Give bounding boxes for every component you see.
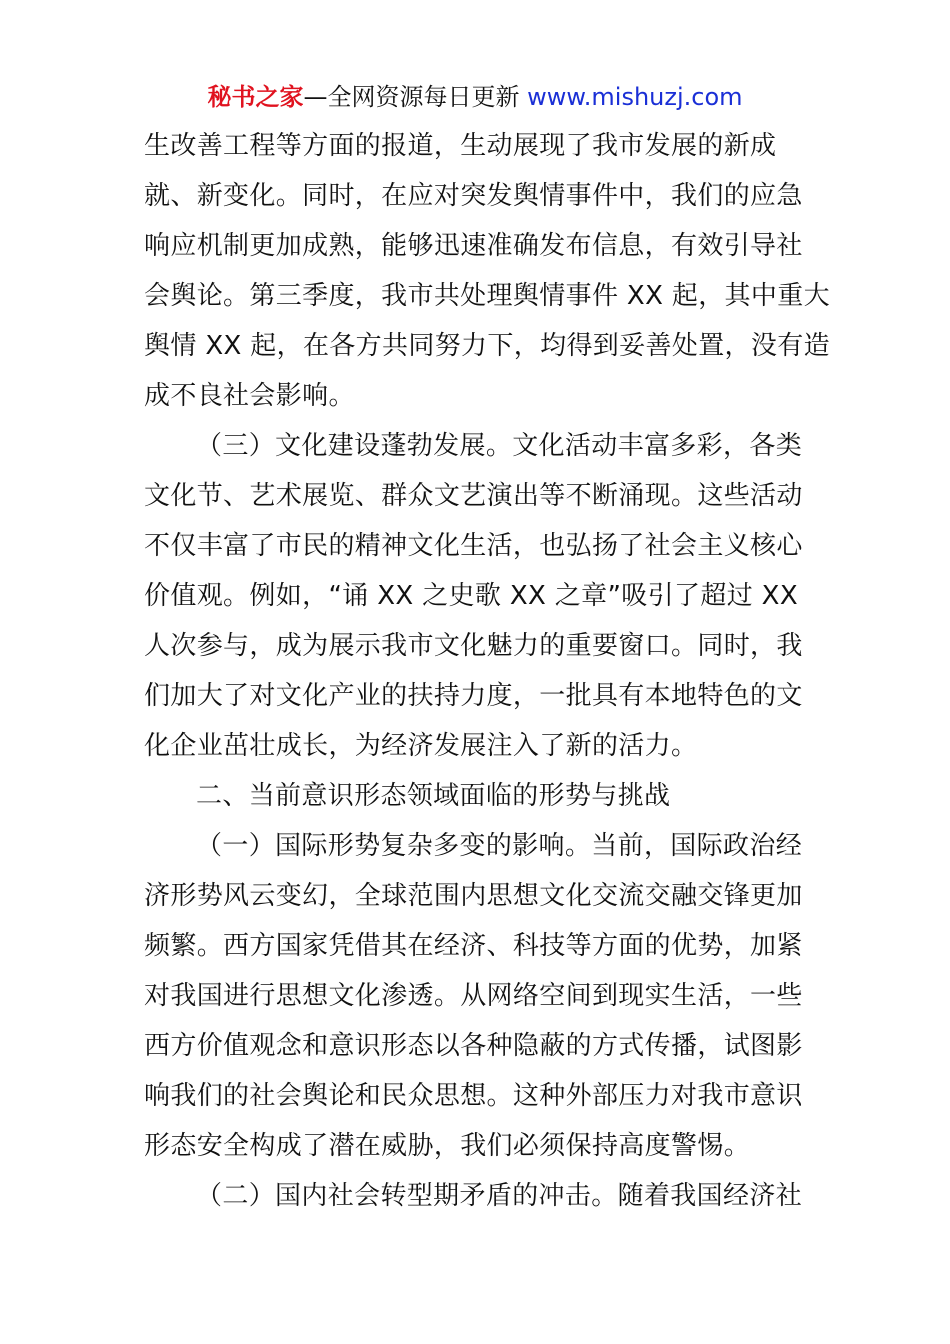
site-header	[0, 80, 950, 114]
text-line: 人次参与，成为展示我市文化魅力的重要窗口。同时，我	[144, 631, 803, 661]
text-line: 会舆论。第三季度，我市共处理舆情事件 XX 起，其中重大	[144, 281, 830, 311]
text-line: 济形势风云变幻，全球范围内思想文化交流交融交锋更加	[144, 881, 803, 911]
text-line: 舆情 XX 起，在各方共同努力下，均得到妥善处置，没有造	[144, 331, 830, 361]
site-url[interactable]: www.mishuzj.com	[527, 83, 743, 111]
text-line: 响应机制更加成熟，能够迅速准确发布信息，有效引导社	[144, 231, 803, 261]
text-line: 西方价值观念和意识形态以各种隐蔽的方式传播，试图影	[144, 1031, 803, 1061]
document-body	[144, 121, 830, 1221]
section-heading: 二、当前意识形态领域面临的形势与挑战	[196, 781, 671, 811]
paragraph-start: （一）国际形势复杂多变的影响。当前，国际政治经	[196, 831, 803, 861]
text-line: 就、新变化。同时，在应对突发舆情事件中，我们的应急	[144, 181, 803, 211]
text-line: 形态安全构成了潜在威胁，我们必须保持高度警惕。	[144, 1131, 751, 1161]
text-line: 们加大了对文化产业的扶持力度，一批具有本地特色的文	[144, 681, 803, 711]
text-line: 化企业茁壮成长，为经济发展注入了新的活力。	[144, 731, 698, 761]
text-line: 不仅丰富了市民的精神文化生活，也弘扬了社会主义核心	[144, 531, 803, 561]
text-line: 频繁。西方国家凭借其在经济、科技等方面的优势，加紧	[144, 931, 803, 961]
text-line: 响我们的社会舆论和民众思想。这种外部压力对我市意识	[144, 1081, 803, 1111]
text-line: 成不良社会影响。	[144, 381, 355, 411]
brand-name: 秘书之家	[207, 83, 304, 111]
text-line: 文化节、艺术展览、群众文艺演出等不断涌现。这些活动	[144, 481, 803, 511]
header-tagline: —全网资源每日更新	[303, 83, 528, 111]
text-line: 生改善工程等方面的报道，生动展现了我市发展的新成	[144, 131, 777, 161]
text-line: 价值观。例如，“诵 XX 之史歌 XX 之章”吸引了超过 XX	[144, 581, 798, 611]
paragraph-start: （二）国内社会转型期矛盾的冲击。随着我国经济社	[196, 1181, 803, 1211]
text-line: 对我国进行思想文化渗透。从网络空间到现实生活，一些	[144, 981, 803, 1011]
paragraph-start: （三）文化建设蓬勃发展。文化活动丰富多彩，各类	[196, 431, 803, 461]
